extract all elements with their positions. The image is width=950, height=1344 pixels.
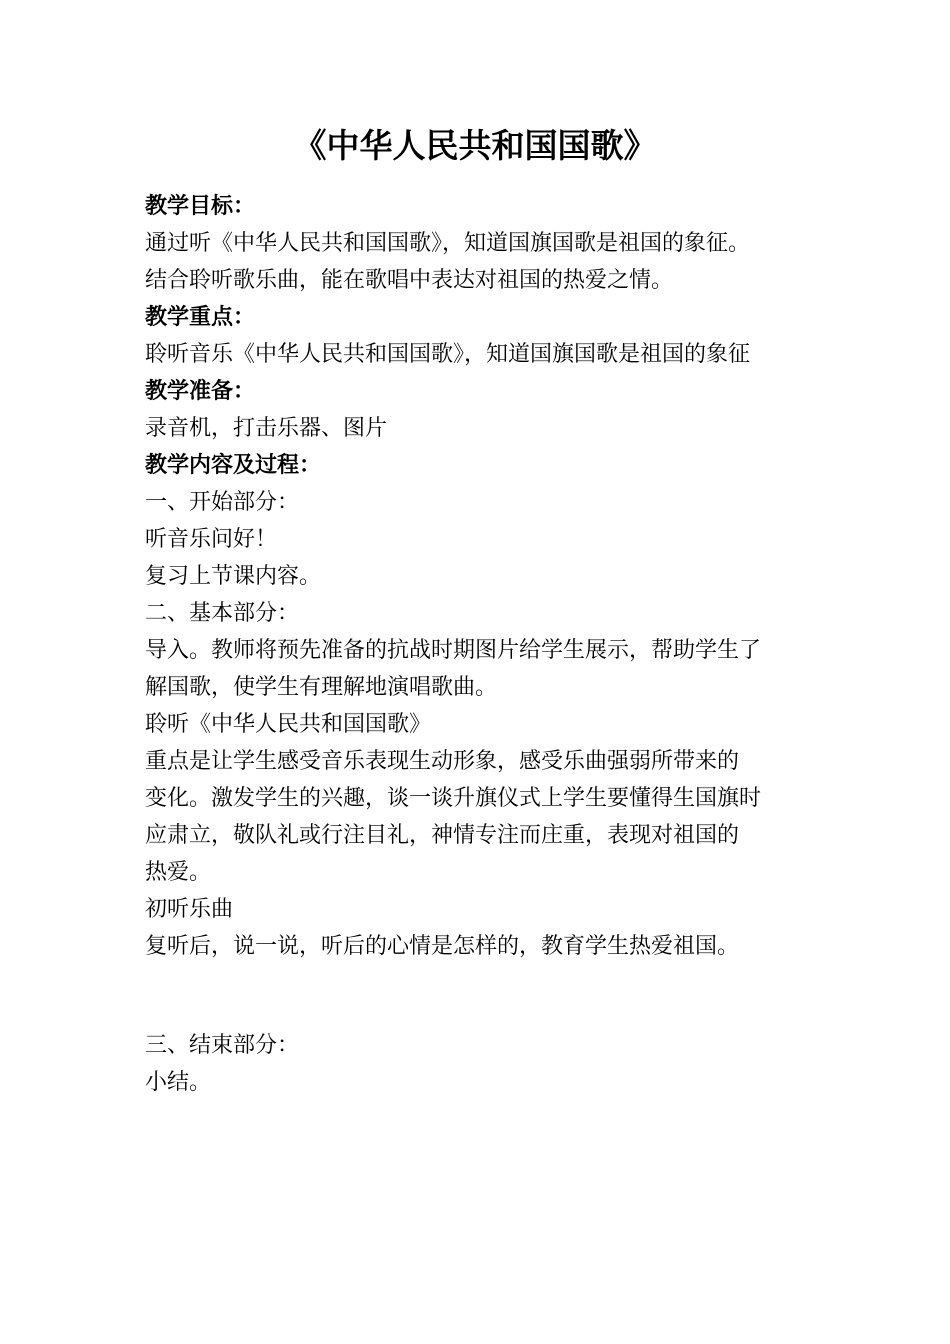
blank-space — [145, 965, 815, 1027]
part2-heading: 二、基本部分： — [145, 601, 300, 626]
preparation-heading: 教学准备： — [145, 379, 256, 404]
part2-line: 解国歌，使学生有理解地演唱歌曲。 — [145, 675, 498, 700]
objectives-line: 通过听《中华人民共和国国歌》，知道国旗国歌是祖国的象征。 — [145, 231, 751, 256]
objectives-line: 结合聆听歌乐曲，能在歌唱中表达对祖国的热爱之情。 — [145, 268, 674, 293]
part2-line: 变化。激发学生的兴趣，谈一谈升旗仪式上学生要懂得生国旗时 — [145, 786, 762, 811]
part2-line: 复听后，说一说，听后的心情是怎样的，教育学生热爱祖国。 — [145, 934, 740, 959]
keypoints-line: 聆听音乐《中华人民共和国国歌》，知道国旗国歌是祖国的象征 — [145, 342, 751, 367]
part1-line: 复习上节课内容。 — [145, 564, 322, 589]
part2-line: 导入。教师将预先准备的抗战时期图片给学生展示，帮助学生了 — [145, 638, 762, 663]
objectives-heading: 教学目标： — [145, 194, 256, 219]
part2-line: 重点是让学生感受音乐表现生动形象，感受乐曲强弱所带来的 — [145, 749, 740, 774]
preparation-line: 录音机，打击乐器、图片 — [145, 416, 388, 441]
document-body — [145, 188, 815, 1101]
part2-line: 聆听《中华人民共和国国歌》 — [145, 712, 432, 737]
part1-line: 听音乐问好！ — [145, 527, 278, 552]
part2-line: 应肃立，敬队礼或行注目礼，神情专注而庄重，表现对祖国的 — [145, 823, 740, 848]
part3-line: 小结。 — [145, 1070, 212, 1095]
part3-heading: 三、结束部分： — [145, 1033, 300, 1058]
part2-line: 初听乐曲 — [145, 897, 234, 922]
part2-line: 热爱。 — [145, 860, 212, 885]
part1-heading: 一、开始部分： — [145, 490, 300, 515]
process-heading: 教学内容及过程： — [145, 453, 322, 478]
document-title: 《中华人民共和国国歌》 — [293, 126, 657, 165]
keypoints-heading: 教学重点： — [145, 305, 256, 330]
